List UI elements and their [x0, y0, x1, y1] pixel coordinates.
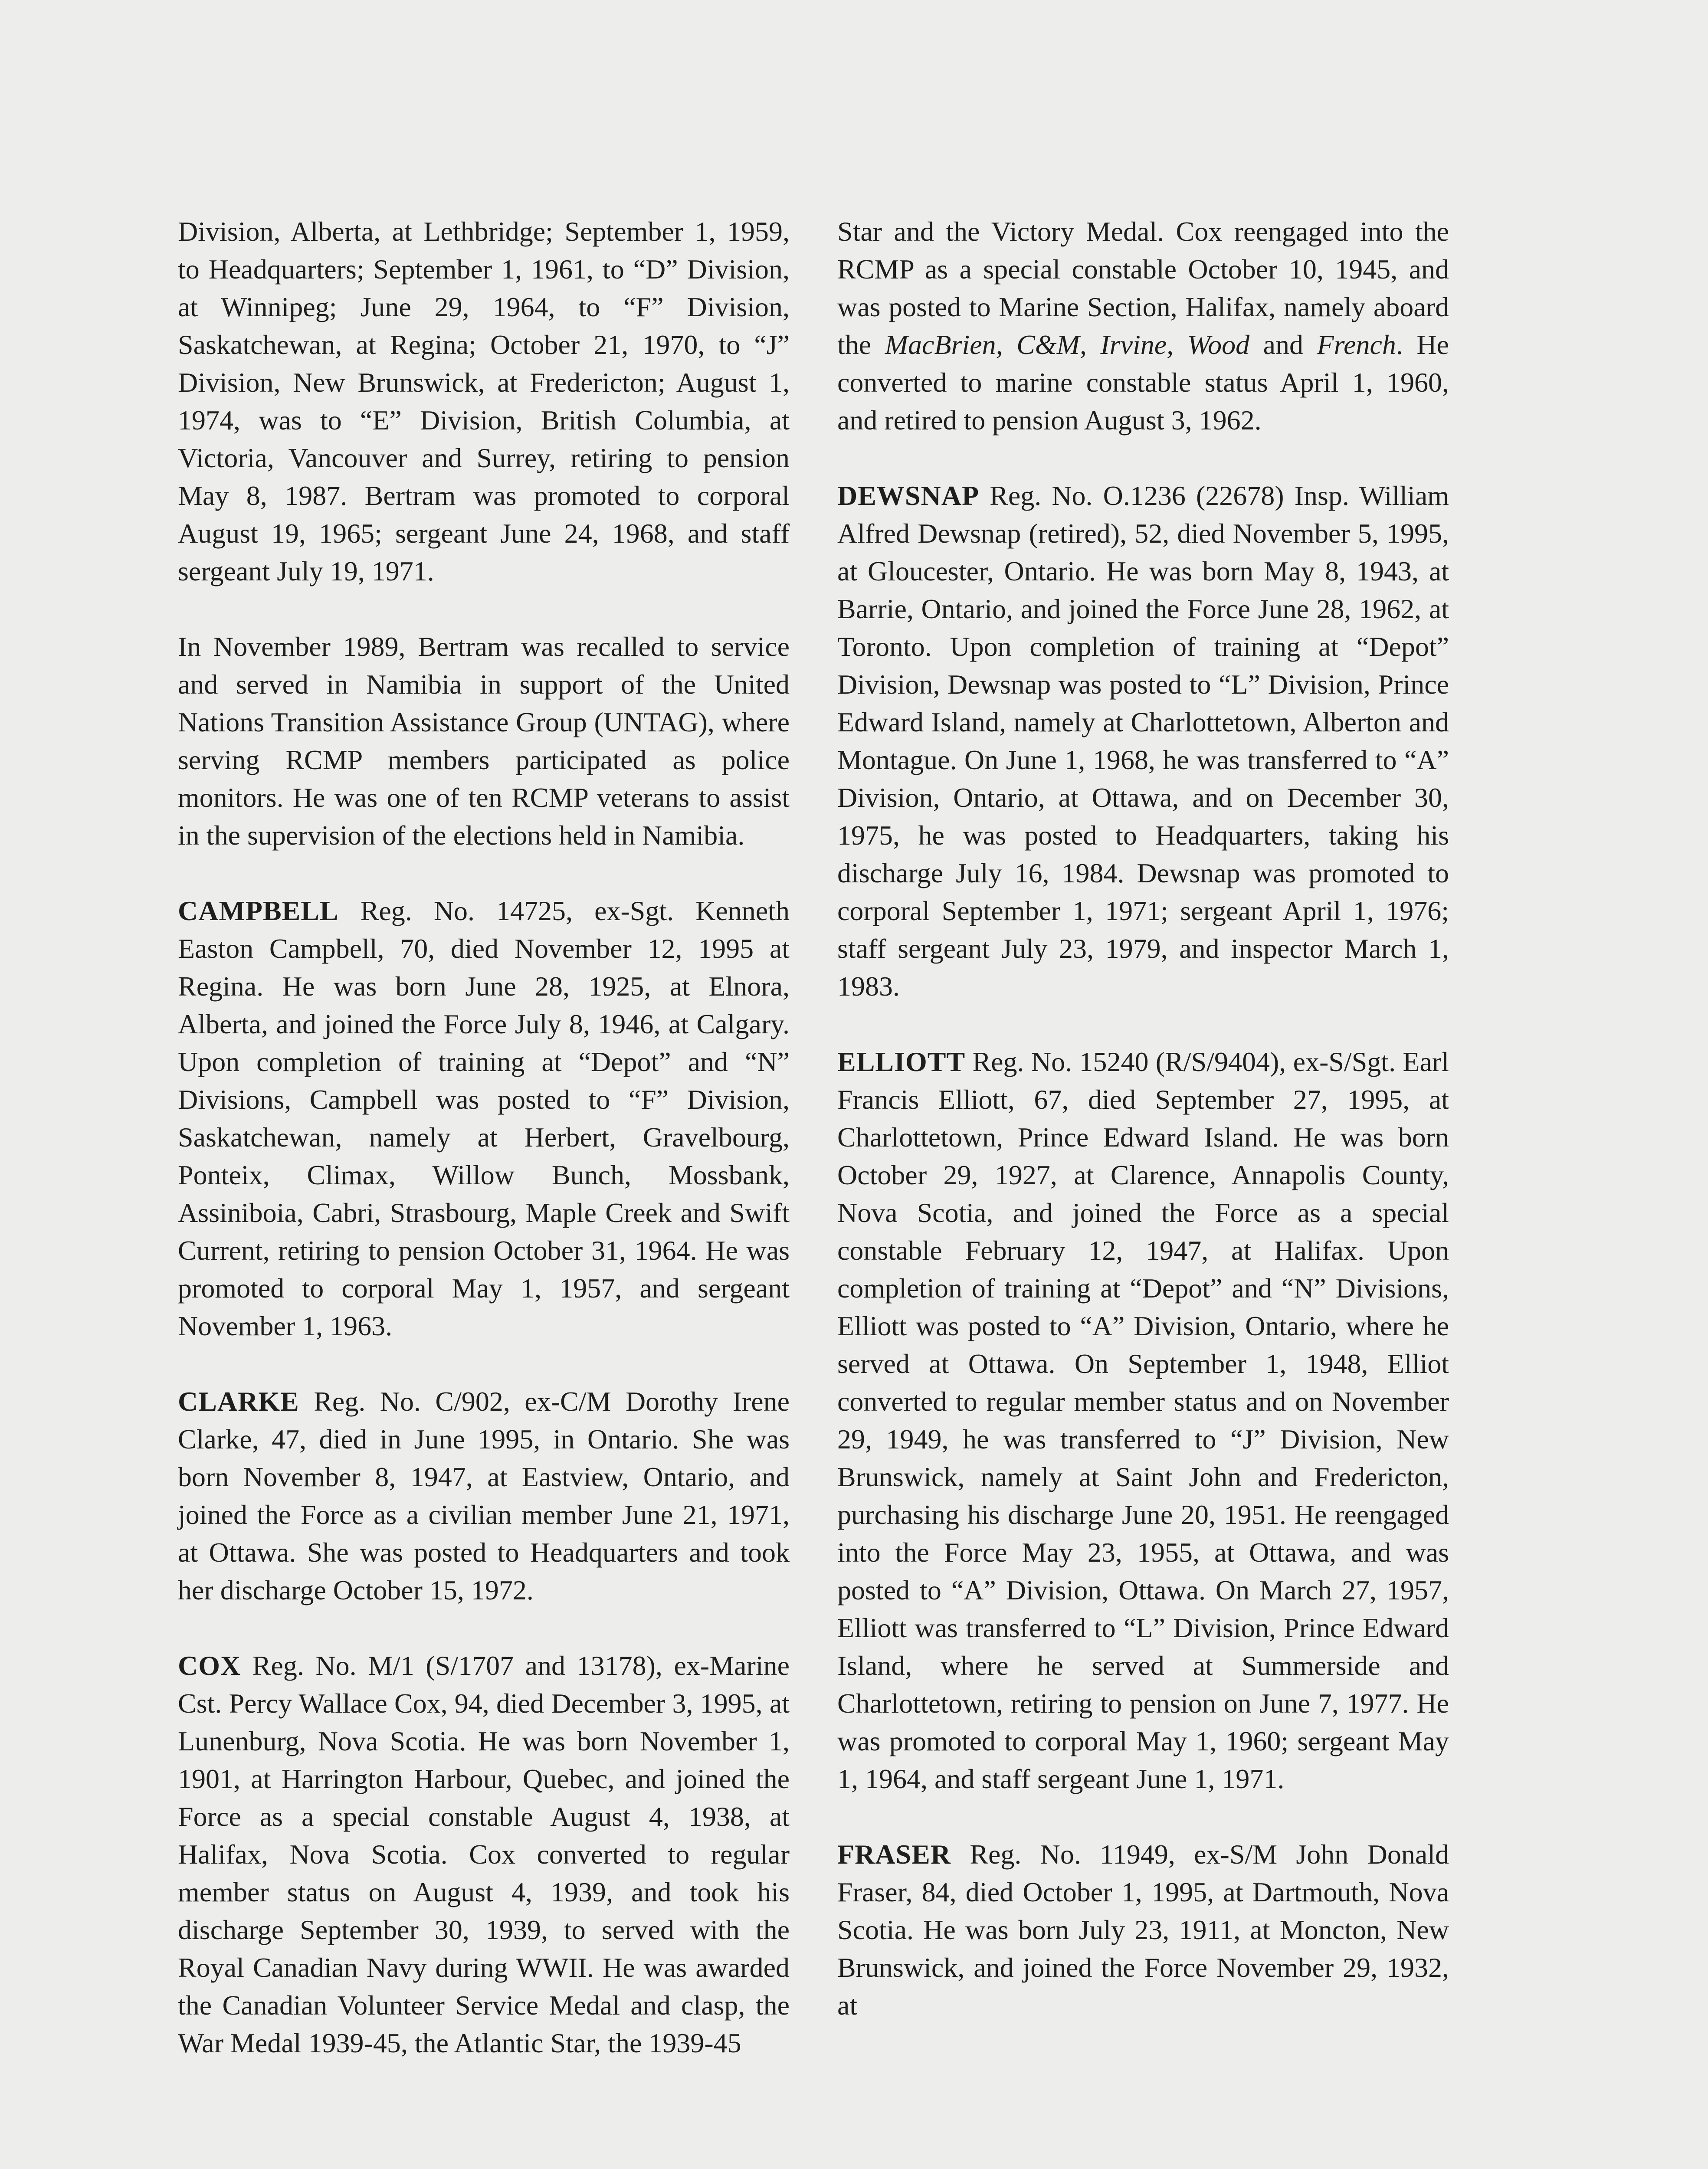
- right-column: [837, 213, 1449, 2062]
- bertram-continuation-paragraph: Division, Alberta, at Lethbridge; September 1, 1959, to Headquarters; September 1, 1961, to “D” Division, at Winnipeg; June 29, 1964, to “F” Division, Saskatchewan, at Regina; October 21, 1970, to “J” Division, New Brunswick, at Fredericton; August 1, 1974, was to “E” Division, British Columbia, at Victoria, Vancouver and Surrey, retiring to pension May 8, 1987. Bertram was promoted to corporal August 19, 1965; sergeant June 24, 1968, and staff sergeant July 19, 1971.: [178, 216, 790, 586]
- conjunction-text: and: [1249, 329, 1317, 360]
- ship-names: MacBrien, C&M, Irvine, Wood: [885, 329, 1250, 360]
- obituary-dewsnap: [837, 477, 1449, 1005]
- obituary-surname: ELLIOTT: [837, 1046, 966, 1077]
- obituary-surname: CAMPBELL: [178, 895, 339, 926]
- cox-continuation-text: Star and the Victory Medal. Cox reengaged into the RCMP as a special constable October 10, 1945, and was posted to Marine Section, Halifax, namely aboard the: [837, 216, 1449, 360]
- obituary-text: Reg. No. 11949, ex-S/M John Donald Fraser, 84, died October 1, 1995, at Dartmouth, Nova Scotia. He was born July 23, 1911, at Moncton, New Brunswick, and joined the Force November 29, 1932, at: [837, 1839, 1449, 2021]
- obituary-surname: COX: [178, 1650, 241, 1681]
- obituary-text: Reg. No. 14725, ex-Sgt. Kenneth Easton Campbell, 70, died November 12, 1995 at Regina. He was born June 28, 1925, at Elnora, Alberta, and joined the Force July 8, 1946, at Calgary. Upon completion of training at “Depot” and “N” Divisions, Campbell was posted to “F” Division, Saskatchewan, namely at Herbert, Gravelbourg, Ponteix, Climax, Willow Bunch, Mossbank, Assiniboia, Cabri, Strasbourg, Maple Creek and Swift Current, retiring to pension October 31, 1964. He was promoted to corporal May 1, 1957, and sergeant November 1, 1963.: [178, 895, 790, 1341]
- bertram-untag-paragraph: In November 1989, Bertram was recalled to service and served in Namibia in support of the United Nations Transition Assistance Group (UNTAG), where serving RCMP members participated as police monitors. He was one of ten RCMP veterans to assist in the supervision of the elections held in Namibia.: [178, 631, 790, 851]
- obituary-text: Reg. No. C/902, ex-C/M Dorothy Irene Clarke, 47, died in June 1995, in Ontario. She was born November 8, 1947, at Eastview, Ontario, and joined the Force as a civilian member June 21, 1971, at Ottawa. She was posted to Headquarters and took her discharge October 15, 1972.: [178, 1386, 790, 1605]
- obituary-surname: DEWSNAP: [837, 480, 980, 511]
- obituary-text: Reg. No. 15240 (R/S/9404), ex-S/Sgt. Earl Francis Elliott, 67, died September 27, 1995, at Charlottetown, Prince Edward Island. He was born October 29, 1927, at Clarence, Annapolis County, Nova Scotia, and joined the Force as a special constable February 12, 1947, at Halifax. Upon completion of training at “Depot” and “N” Divisions, Elliott was posted to “A” Division, Ontario, where he served at Ottawa. On September 1, 1948, Elliot converted to regular member status and on November 29, 1949, he was transferred to “J” Division, New Brunswick, namely at Saint John and Fredericton, purchasing his discharge June 20, 1951. He reengaged into the Force May 23, 1955, at Ottawa, and was posted to “A” Division, Ottawa. On March 27, 1957, Elliott was transferred to “L” Division, Prince Edward Island, where he served at Summerside and Charlottetown, retiring to pension on June 7, 1977. He was promoted to corporal May 1, 1960; sergeant May 1, 1964, and staff sergeant June 1, 1971.: [837, 1046, 1449, 1794]
- obituary-surname: FRASER: [837, 1839, 951, 1870]
- obituary-text: Reg. No. M/1 (S/1707 and 13178), ex-Marine Cst. Percy Wallace Cox, 94, died December 3, 1995, at Lunenburg, Nova Scotia. He was born November 1, 1901, at Harrington Harbour, Quebec, and joined the Force as a special constable August 4, 1938, at Halifax, Nova Scotia. Cox converted to regular member status on August 4, 1939, and took his discharge September 30, 1939, to served with the Royal Canadian Navy during WWII. He was awarded the Canadian Volunteer Service Medal and clasp, the War Medal 1939-45, the Atlantic Star, the 1939-45: [178, 1650, 790, 2058]
- left-column: [178, 213, 790, 2100]
- obituary-fraser: [837, 1835, 1449, 2024]
- obituary-clarke: [178, 1383, 790, 1609]
- obituary-elliott: [837, 1043, 1449, 1798]
- obituary-surname: CLARKE: [178, 1386, 299, 1417]
- cox-continuation-text-end: . He converted to marine constable status April 1, 1960, and retired to pension August 3, 1962.: [837, 329, 1449, 436]
- obituary-text: Reg. No. O.1236 (22678) Insp. William Alfred Dewsnap (retired), 52, died November 5, 1995, at Gloucester, Ontario. He was born May 8, 1943, at Barrie, Ontario, and joined the Force June 28, 1962, at Toronto. Upon completion of training at “Depot” Division, Dewsnap was posted to “L” Division, Prince Edward Island, namely at Charlottetown, Alberton and Montague. On June 1, 1968, he was transferred to “A” Division, Ontario, at Ottawa, and on December 30, 1975, he was posted to Headquarters, taking his discharge July 16, 1984. Dewsnap was promoted to corporal September 1, 1971; sergeant April 1, 1976; staff sergeant July 23, 1979, and inspector March 1, 1983.: [837, 480, 1449, 1002]
- ship-name-last: French: [1317, 329, 1396, 360]
- obituary-campbell: [178, 892, 790, 1345]
- obituary-cox: [178, 1647, 790, 2062]
- cox-continuation-paragraph: [837, 213, 1449, 439]
